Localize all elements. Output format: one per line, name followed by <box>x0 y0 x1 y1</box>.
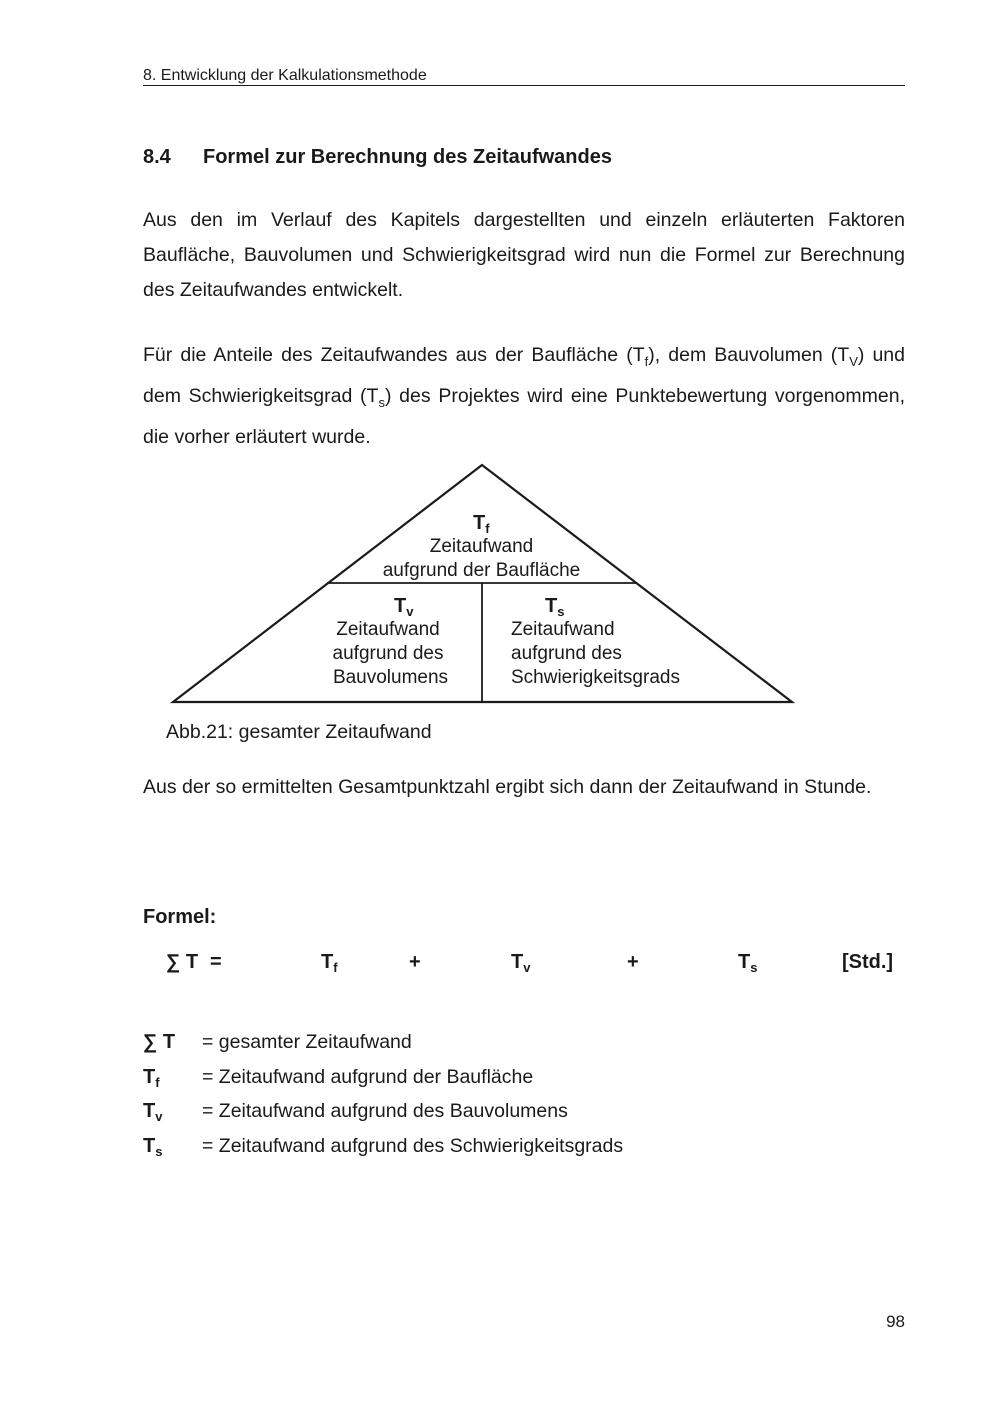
formula-sum-symbol: ∑ T <box>166 951 199 973</box>
diagram-left-symbol: $T_v$ <box>394 595 414 619</box>
legend-desc-tv: = Zeitaufwand aufgrund des Bauvolumens <box>202 1100 568 1122</box>
p2-text-c: ) und dem Schwierigkeitsgrad (T <box>143 344 906 407</box>
diagram-right-line2: aufgrund des <box>511 643 622 664</box>
p2-sub-f: f <box>644 353 649 369</box>
legend-desc-sum: = gesamter Zeitaufwand <box>202 1031 412 1053</box>
formula-tf: $T_f$ <box>321 951 338 975</box>
formula-equals: = <box>210 951 222 973</box>
diagram-top-line1: Zeitaufwand <box>429 536 534 557</box>
page-number: 98 <box>886 1312 905 1331</box>
legend-symbol-tf: $T_f$ <box>143 1066 160 1090</box>
p2-sub-s: s <box>378 394 385 410</box>
figure-caption: Abb.21: gesamter Zeitaufwand <box>166 721 432 743</box>
diagram-right-line1: Zeitaufwand <box>511 619 615 640</box>
formula-tv: $T_v$ <box>511 951 531 975</box>
diagram-top-symbol: $T_f$ <box>473 512 490 536</box>
legend-desc-tf: = Zeitaufwand aufgrund der Baufläche <box>202 1066 534 1088</box>
p2-sub-v: V <box>849 353 858 369</box>
formula-title: Formel: <box>143 906 217 928</box>
diagram-left-line2: aufgrund des <box>332 643 444 664</box>
p2-text-a: Für die Anteile des Zeitaufwandes aus der Baufläche (T <box>143 344 645 366</box>
section-title: Formel zur Berechnung des Zeitaufwandes <box>203 146 612 168</box>
formula-plus-2: + <box>627 951 639 973</box>
section-number: 8.4 <box>143 146 171 168</box>
paragraph-intro: Aus den im Verlauf des Kapitels dargestellten und einzeln erläuterten Faktoren Baufläche, Bauvolumen und Schwierigkeitsgrad wird nun die Formel zur Berechnung des Zeitaufwandes entwickelt. <box>143 209 905 301</box>
paragraph-result: Aus der so ermittelten Gesamtpunktzahl ergibt sich dann der Zeitaufwand in Stunde. <box>143 776 872 798</box>
p2-text-d: ) des Projektes wird eine Punktebewertung vorgenommen, die vorher erläutert wurde. <box>143 384 905 448</box>
running-header-text: 8. Entwicklung der Kalkulationsmethode <box>143 67 427 84</box>
legend-symbol-tv: $T_v$ <box>143 1100 163 1124</box>
legend-symbol-ts: $T_s$ <box>143 1135 163 1159</box>
formula-ts: $T_s$ <box>738 951 758 975</box>
diagram-left-line3: Bauvolumens <box>332 667 449 688</box>
diagram-right-symbol: $T_s$ <box>545 595 565 619</box>
legend-desc-ts: = Zeitaufwand aufgrund des Schwierigkeitsgrads <box>202 1135 624 1157</box>
p2-text-b: ), dem Bauvolumen (T <box>648 344 850 366</box>
legend-symbol-sum: ∑ T <box>143 1031 176 1053</box>
diagram-right-line3: Schwierigkeitsgrads <box>511 667 680 688</box>
formula-plus-1: + <box>409 951 421 973</box>
formula-unit: [Std.] <box>842 951 894 973</box>
diagram-left-line1: Zeitaufwand <box>336 619 440 640</box>
diagram-top-line2: aufgrund der Baufläche <box>382 560 581 581</box>
